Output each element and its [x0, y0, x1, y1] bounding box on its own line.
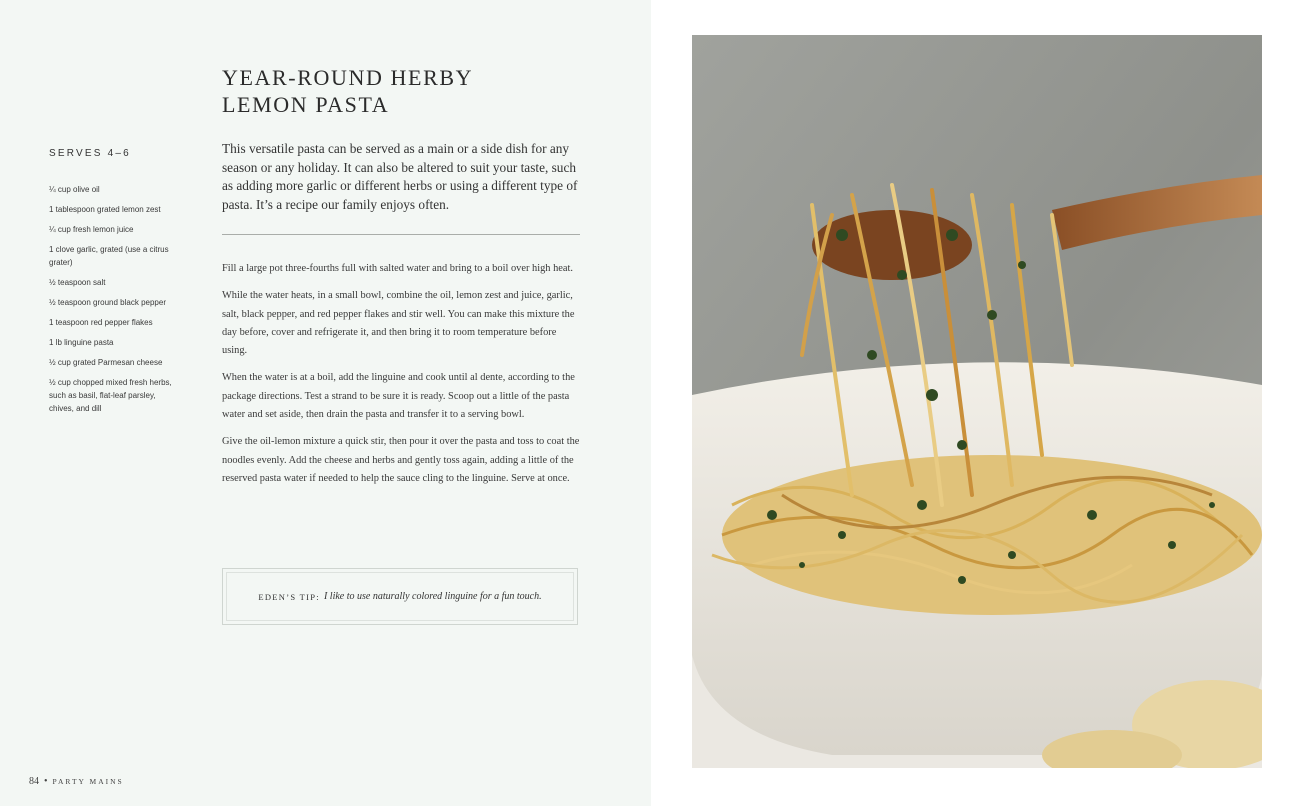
ingredient-item: 1 lb linguine pasta	[49, 338, 114, 347]
ingredient-item: 1 teaspoon red pepper flakes	[49, 318, 153, 327]
ingredient-item: ¼ cup fresh lemon juice	[49, 225, 134, 234]
tip-box	[222, 568, 578, 625]
recipe-title	[222, 64, 622, 118]
recipe-title-line2: LEMON PASTA	[222, 92, 390, 117]
recipe-intro: This versatile pasta can be served as a main or a side dish for any season or any holiday. It can also be altered to suit your taste, such as adding more garlic or different herbs or using a different type of pasta. It’s a recipe our family enjoys often.	[222, 141, 578, 212]
ingredient-item: ½ teaspoon ground black pepper	[49, 298, 166, 307]
step-paragraph: Fill a large pot three-fourths full with salted water and bring to a boil over high heat.	[222, 263, 573, 274]
ingredient-item: 1 tablespoon grated lemon zest	[49, 205, 161, 214]
ingredient-item: ½ teaspoon salt	[49, 278, 106, 287]
step-paragraph: When the water is at a boil, add the linguine and cook until al dente, according to the package directions. Test a strand to be sure it is ready. Scoop out a little of the pasta water and set aside, then drain the pasta and transfer it to a serving bowl.	[222, 372, 575, 421]
section-name: PARTY MAINS	[52, 777, 124, 786]
divider	[222, 234, 580, 235]
ingredient-item: ¼ cup olive oil	[49, 185, 100, 194]
step-paragraph: Give the oil-lemon mixture a quick stir, then pour it over the pasta and toss to coat the noodles evenly. Add the cheese and herbs and gently toss again, adding a little of the reserved pasta water if needed to help the sauce cling to the linguine. Serve at once.	[222, 436, 580, 484]
pasta-photo	[692, 35, 1262, 768]
tip-label: EDEN’S TIP:	[258, 591, 320, 602]
ingredient-item: ½ cup chopped mixed fresh herbs, such as basil, flat-leaf parsley, chives, and dill	[49, 378, 172, 413]
recipe-steps	[222, 260, 580, 497]
ingredients-list	[49, 183, 179, 422]
tip-box-inner	[226, 572, 574, 621]
ingredient-item: 1 clove garlic, grated (use a citrus grater)	[49, 245, 169, 267]
tip-text: I like to use naturally colored linguine for a fun touch.	[323, 591, 542, 602]
step-paragraph: While the water heats, in a small bowl, combine the oil, lemon zest and juice, garlic, salt, black pepper, and red pepper flakes and stir well. You can make this mixture the day before, cover and refrigerate it, and then bring it to room temperature before using.	[222, 290, 575, 357]
recipe-title-line1: YEAR-ROUND HERBY	[222, 65, 474, 90]
page-number: 84	[29, 776, 39, 787]
page-footer	[29, 771, 124, 789]
footer-separator: •	[44, 776, 48, 787]
serves-label: SERVES 4–6	[49, 148, 131, 159]
ingredient-item: ½ cup grated Parmesan cheese	[49, 358, 163, 367]
